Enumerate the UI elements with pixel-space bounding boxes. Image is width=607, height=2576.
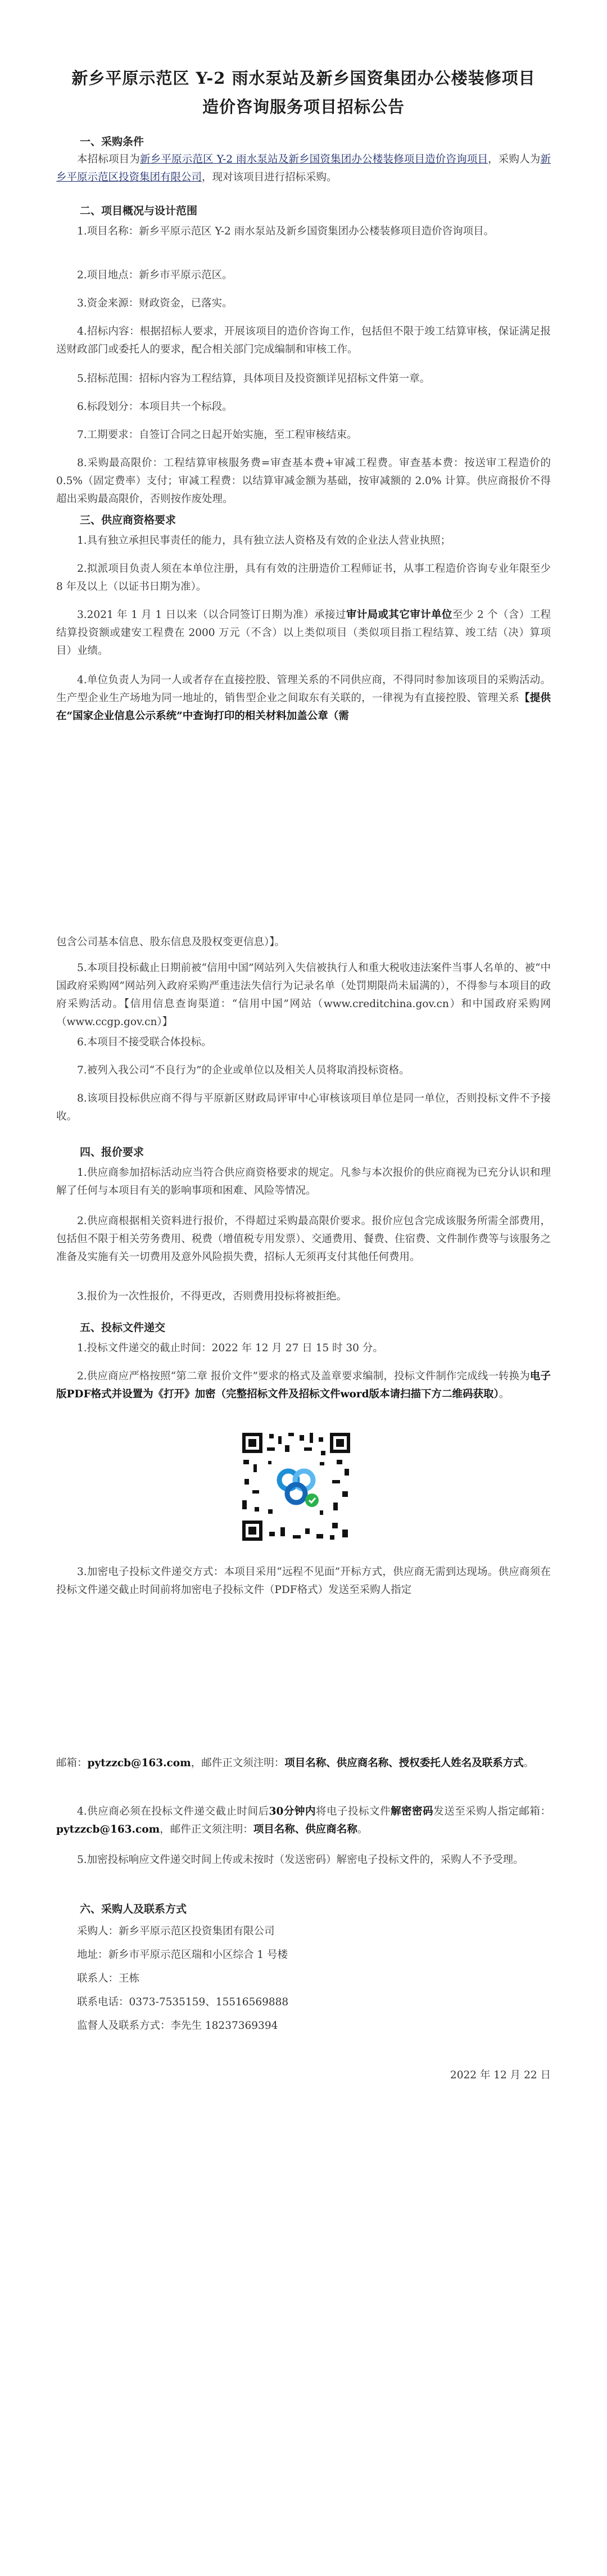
s2-item-7: 7.工期要求：自签订合同之日起开始实施，至工程审核结束。 [77, 429, 357, 441]
s5-item-3: 3.加密电子投标文件递交方式：本项目采用“远程不见面”开标方式，供应商无需到达现场。供应商须在投标文件递交截止时间前将加密电子投标文件（PDF格式）发送至采购人指定 [56, 1566, 551, 1596]
s2-item-4: 4.招标内容：根据招标人要求，开展该项目的造价咨询工作，包括但不限于竣工结算审核，保证满足报送财政部门或委托人的要求，配合相关部门完成编制和审核工作。 [56, 326, 551, 355]
s2-item-1: 1.项目名称：新乡平原示范区 Y-2 雨水泵站及新乡国资集团办公楼装修项目造价咨询项目。 [77, 225, 495, 237]
text: 4.供应商必须在投标文件递交截止时间后 [77, 1806, 269, 1817]
bold-text: 解密密码 [391, 1806, 434, 1817]
section-heading-3: 三、供应商资格要求 [80, 514, 176, 526]
text: ，现对该项目进行招标采购。 [202, 172, 337, 183]
contact-phone: 联系电话：0373-7535159、15516569888 [77, 1996, 289, 2008]
s4-item-1: 1.供应商参加招标活动应当符合供应商资格要求的规定。凡参与本次报价的供应商视为已充分认识和理解了任何与本项目有关的影响事项和困难、风险等情况。 [56, 1167, 551, 1197]
text: ，采购人为 [488, 154, 541, 165]
s2-item-8: 8.采购最高限价：工程结算审核服务费=审查基本费+审减工程费。审查基本费：按送审工程造价的 0.5%（固定费率）支付；审减工程费：以结算审减金额为基础，按审减额的 2.0% 计算。供应商报价不得超出采购最高限价，否则按作废处理。 [56, 457, 551, 505]
text: 。 [357, 1824, 368, 1835]
s3-item-6: 6.本项目不接受联合体投标。 [77, 1036, 212, 1048]
contact-person: 联系人：王栋 [77, 1973, 140, 1984]
buyer-name: 采购人：新乡平原示范区投资集团有限公司 [77, 1925, 275, 1937]
s3-item-4 [56, 671, 551, 725]
s3-item-1: 1.具有独立承担民事责任的能力，具有独立法人资格及有效的企业法人营业执照； [77, 535, 451, 547]
section-heading-4: 四、报价要求 [80, 1146, 144, 1158]
bold-text: 【提供在“国家企业信息公示系统”中查询打印的相关材料加盖公章（需 [56, 692, 551, 722]
text: 4.单位负责人为同一人或者存在直接控股、管理关系的不同供应商，不得同时参加该项目的采购活动。生产型企业生产场地为同一地址的，销售型企业之间取东有关联的，一律视为有直接控股、管理关系 [56, 674, 551, 704]
s5-item-3-continued [56, 1754, 551, 1772]
bold-text: 30分钟内 [269, 1806, 316, 1817]
s2-item-6: 6.标段划分：本项目共一个标段。 [77, 401, 233, 413]
section-heading-5: 五、投标文件递交 [80, 1321, 166, 1334]
text: 2.供应商应严格按照“第二章 报价文件”要求的格式及盖章要求编制，投标文件制作完成线一转换为 [77, 1370, 530, 1382]
s3-item-7: 7.被列入我公司“不良行为”的企业或单位以及相关人员将取消投标资格。 [77, 1064, 410, 1076]
supervisor-contact: 监督人及联系方式：李先生 18237369394 [77, 2020, 278, 2032]
qr-code-icon[interactable] [238, 1428, 355, 1545]
text: 将电子投标文件 [315, 1806, 391, 1817]
s3-item-3 [56, 606, 551, 660]
email-link[interactable]: pytzzcb@163.com [56, 1824, 160, 1835]
text: 至少 2 个（含）工程结算投资额或建安工程费在 2000 万元（不含）以上类似项目（类似项目指工程结算、竣工结（决）算项目）业绩。 [56, 609, 551, 657]
text: 发送至采购人指定邮箱： [433, 1806, 551, 1817]
s5-item-2 [56, 1368, 551, 1404]
bold-text: 审计局或其它审计单位 [346, 609, 452, 621]
section-heading-6: 六、采购人及联系方式 [80, 1903, 187, 1915]
s2-item-3: 3.资金来源：财政资金，已落实。 [77, 297, 233, 309]
section-heading-2: 二、项目概况与设计范围 [80, 205, 198, 217]
project-name-underlined: 新乡平原示范区 Y-2 雨水泵站及新乡国资集团办公楼装修项目造价咨询项目 [140, 154, 488, 165]
publish-date: 2022 年 12 月 22 日 [450, 2069, 551, 2081]
bold-text: 项目名称、供应商名称 [253, 1824, 357, 1835]
s4-item-2: 2.供应商根据相关资料进行报价，不得超过采购最高限价要求。报价应包含完成该服务所需全部费用，包括但不限于相关劳务费用、税费（增值税专用发票）、交通费用、餐费、住宿费、文件制作费等与该服务之准备及实施有关一切费用及意外风险损失费，招标人无须再支付其他任何费用。 [56, 1215, 551, 1263]
buyer-address: 地址：新乡市平原示范区瑞和小区综合 1 号楼 [77, 1949, 288, 1961]
s3-item-2: 2.拟派项目负责人须在本单位注册，具有有效的注册造价工程师证书，从事工程造价咨询专业年限至少 8 年及以上（以证书日期为准）。 [56, 563, 551, 593]
bold-text: 电子版PDF格式并设置为《打开》加密（完整招标文件及招标文件word版本请扫描下方二维码获取） [56, 1370, 551, 1400]
s2-item-5: 5.招标范围：招标内容为工程结算，具体项目及投资额详见招标文件第一章。 [77, 373, 431, 385]
s5-item-1: 1.投标文件递交的截止时间：2022 年 12 月 27 日 15 时 30 分。 [77, 1342, 383, 1354]
text: 邮箱： [56, 1757, 88, 1769]
section-heading-1: 一、采购条件 [80, 136, 144, 148]
page-subtitle: 造价咨询服务项目招标公告 [202, 97, 405, 116]
text: 3.2021 年 1 月 1 日以来（以合同签订日期为准）承接过 [77, 609, 346, 621]
text: ，邮件正文须注明： [160, 1824, 253, 1835]
s5-item-5: 5.加密投标响应文件递交时间上传或未按时（发送密码）解密电子投标文件的，采购人不予受理。 [77, 1854, 524, 1866]
s3-item-5: 5.本项目投标截止日期前被“信用中国”网站列入失信被执行人和重大税收违法案件当事人名单的、被“中国政府采购网”网站列入政府采购严重违法失信行为记录名单（处罚期限尚未届满的），不得参与本项目的政府采购活动。【信用信息查询渠道：“信用中国”网站（www.creditchina.gov.cn）和中国政府采购网（www.ccgp.gov.cn）】 [56, 962, 551, 1028]
buyer-name-underlined: 新乡平原示范区投资集团有限公司 [56, 154, 551, 183]
text: 。 [499, 1388, 510, 1400]
s5-item-4 [56, 1803, 551, 1839]
s2-item-2: 2.项目地点：新乡市平原示范区。 [77, 269, 233, 281]
page-title: 新乡平原示范区 Y-2 雨水泵站及新乡国资集团办公楼装修项目 [71, 69, 536, 88]
s3-item-4-continued: 包含公司基本信息、股东信息及股权变更信息）】。 [56, 936, 286, 948]
email-link[interactable]: pytzzcb@163.com [87, 1757, 191, 1769]
text: 本招标项目为 [77, 154, 141, 165]
s4-item-3: 3.报价为一次性报价，不得更改，否则费用投标将被拒绝。 [77, 1291, 347, 1302]
section-1-paragraph [56, 151, 551, 187]
s3-item-8: 8.该项目投标供应商不得与平原新区财政局评审中心审核该项目单位是同一单位，否则投标文件不予接收。 [56, 1093, 551, 1122]
text: ，邮件正文须注明： [191, 1757, 285, 1769]
qr-code-graphic [238, 1428, 355, 1545]
text: 。 [523, 1757, 534, 1769]
bold-text: 项目名称、供应商名称、授权委托人姓名及联系方式 [284, 1757, 524, 1769]
